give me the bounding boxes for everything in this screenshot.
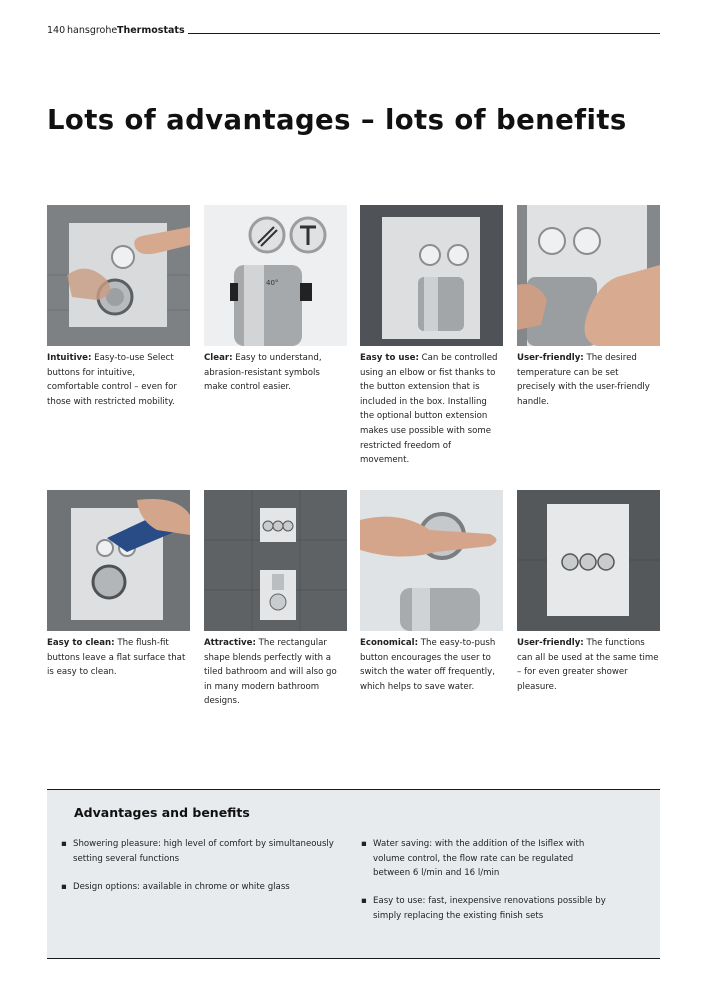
bullet-icon: ▪: [361, 896, 367, 906]
advantage-text: Design options: available in chrome or white glass: [73, 882, 290, 892]
caption-text: Can be controlled using an elbow or fist thanks to the button extension that is included in the box. Installing the optional button extension makes use possible with some restricted freedom of movement.: [360, 353, 498, 466]
caption-economical: [360, 636, 502, 694]
caption-label: Economical:: [360, 638, 419, 648]
bullet-icon: ▪: [61, 882, 67, 892]
caption-easy-to-clean: [47, 636, 189, 680]
photo-clear: [204, 205, 347, 346]
page-number: 140: [47, 25, 66, 36]
photo-intuitive: [47, 205, 190, 346]
bullet-icon: ▪: [61, 839, 67, 849]
photo-attractive: [204, 490, 347, 631]
caption-text: Easy-to-use Select buttons for intuitive, comfortable control – even for those with restricted mobility.: [47, 353, 177, 407]
advantage-item: [61, 880, 353, 895]
bullet-icon: ▪: [361, 839, 367, 849]
photo-user-friendly-1: [517, 205, 660, 346]
caption-label: Clear:: [204, 353, 233, 363]
photo-economical: [360, 490, 503, 631]
caption-text: The functions can all be used at the same time – for even greater shower pleasure.: [517, 638, 659, 692]
caption-label: Easy to use:: [360, 353, 419, 363]
panel-title: Advantages and benefits: [74, 805, 250, 820]
advantage-item: [361, 837, 613, 881]
caption-text: The desired temperature can be set precisely with the user-friendly handle.: [517, 353, 650, 407]
caption-intuitive: [47, 351, 189, 409]
section-name: Thermostats: [117, 25, 185, 36]
caption-text: The easy-to-push button encourages the user to switch the water off frequently, which helps to save water.: [360, 638, 496, 692]
advantages-panel: [47, 789, 660, 959]
caption-text: The rectangular shape blends perfectly with a tiled bathroom and will also go in many modern bathroom designs.: [204, 638, 337, 707]
advantage-text: Water saving: with the addition of the Isiflex with volume control, the flow rate can be regulated between 6 l/min and 16 l/min: [373, 839, 585, 879]
caption-label: Intuitive:: [47, 353, 92, 363]
advantage-text: Showering pleasure: high level of comfort by simultaneously setting several functions: [73, 839, 334, 864]
caption-user-friendly-2: [517, 636, 659, 694]
header-rule: [188, 33, 660, 34]
caption-label: User-friendly:: [517, 638, 584, 648]
caption-text: Easy to understand, abrasion-resistant symbols make control easier.: [204, 353, 322, 393]
photo-easy-to-clean: [47, 490, 190, 631]
bottom-rule: [47, 958, 660, 959]
caption-label: Easy to clean:: [47, 638, 115, 648]
brand-name: hansgrohe: [67, 25, 118, 36]
advantage-text: Easy to use: fast, inexpensive renovations possible by simply replacing the existing finish sets: [373, 896, 606, 921]
advantage-item: [361, 894, 613, 923]
caption-user-friendly-1: [517, 351, 659, 409]
photo-user-friendly-2: [517, 490, 660, 631]
photo-easy-to-use: [360, 205, 503, 346]
advantage-item: [61, 837, 353, 866]
caption-easy-to-use: [360, 351, 502, 468]
caption-text: The flush-fit buttons leave a flat surface that is easy to clean.: [47, 638, 186, 678]
page-header: [47, 24, 660, 38]
page-title: Lots of advantages – lots of benefits: [47, 104, 627, 136]
caption-clear: [204, 351, 346, 395]
svg-text:40°: 40°: [266, 279, 279, 287]
caption-label: User-friendly:: [517, 353, 584, 363]
caption-label: Attractive:: [204, 638, 256, 648]
caption-attractive: [204, 636, 346, 709]
